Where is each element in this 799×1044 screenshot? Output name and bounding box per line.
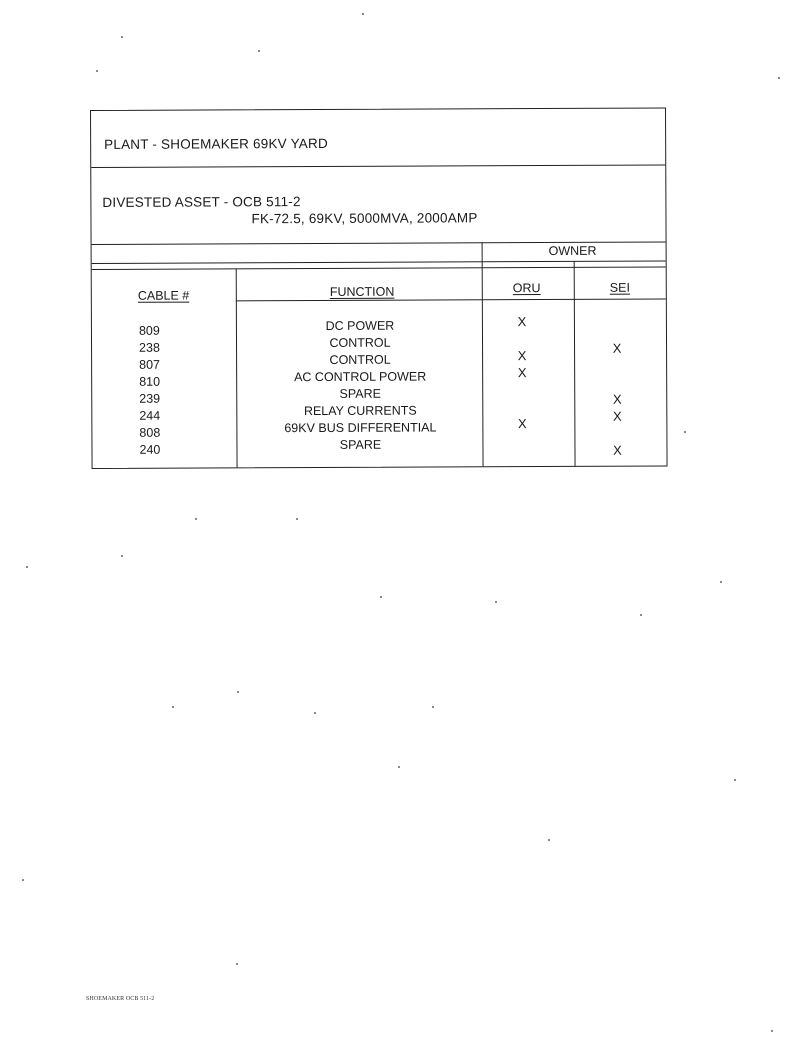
- scan-speck: [296, 518, 298, 520]
- col-divider-function: [236, 268, 238, 467]
- sei-mark: [607, 374, 627, 391]
- cable-cell: 810: [139, 374, 161, 389]
- divider-owner: [92, 260, 666, 264]
- oru-mark: [512, 398, 532, 415]
- scan-speck: [778, 77, 780, 79]
- function-cell: RELAY CURRENTS: [303, 403, 417, 419]
- divested-asset-title: DIVESTED ASSET - OCB 511-2: [102, 194, 301, 210]
- oru-mark: [512, 381, 532, 398]
- scan-speck: [720, 581, 722, 583]
- scan-speck: [314, 712, 316, 714]
- divider-column-headers: [236, 298, 666, 301]
- owner-header: OWNER: [548, 243, 597, 259]
- plant-title: PLANT - SHOEMAKER 69KV YARD: [104, 135, 328, 152]
- divider-owner-sub: [92, 266, 666, 270]
- scan-speck: [121, 36, 123, 38]
- function-cell: SPARE: [339, 386, 381, 401]
- col-divider-oru: [482, 242, 484, 466]
- scan-speck: [362, 13, 364, 15]
- scan-speck: [495, 601, 497, 603]
- scan-speck: [380, 596, 382, 598]
- scan-speck: [771, 1030, 773, 1032]
- function-cell: CONTROL: [329, 335, 391, 350]
- scan-speck: [236, 963, 238, 965]
- cable-cell: 244: [139, 408, 161, 423]
- scan-speck: [684, 431, 686, 433]
- scan-speck: [640, 614, 642, 616]
- oru-mark: X: [517, 314, 527, 330]
- sei-mark: X: [612, 391, 622, 407]
- scan-speck: [121, 555, 123, 557]
- scan-speck: [172, 706, 174, 708]
- asset-spec: FK-72.5, 69KV, 5000MVA, 2000AMP: [251, 210, 478, 227]
- cable-cell: 240: [139, 442, 161, 457]
- scan-speck: [195, 518, 197, 520]
- cable-cell: 238: [139, 340, 160, 355]
- cable-cell: 807: [139, 357, 161, 372]
- oru-mark: [512, 432, 532, 449]
- column-header-cable: CABLE #: [137, 288, 190, 303]
- scan-speck: [237, 691, 239, 693]
- scan-speck: [432, 706, 434, 708]
- function-cell: CONTROL: [329, 352, 391, 367]
- divider-plant: [91, 164, 665, 168]
- sei-mark: [607, 323, 627, 340]
- oru-mark: X: [517, 348, 527, 364]
- column-header-sei: SEI: [609, 280, 630, 295]
- function-column: [240, 317, 480, 452]
- scan-speck: [548, 839, 550, 841]
- scan-speck: [26, 566, 28, 568]
- oru-mark: [512, 330, 532, 347]
- sei-mark: [607, 357, 627, 374]
- scan-speck: [398, 766, 400, 768]
- scan-speck: [22, 879, 24, 881]
- sei-mark: X: [612, 408, 622, 424]
- function-cell: SPARE: [339, 437, 382, 452]
- cable-cell: 809: [138, 323, 160, 338]
- function-cell: AC CONTROL POWER: [294, 369, 427, 385]
- cable-cell: 808: [139, 425, 161, 440]
- sei-mark: [607, 425, 627, 442]
- col-divider-sei: [574, 261, 576, 466]
- function-cell: 69KV BUS DIFFERENTIAL: [284, 420, 437, 436]
- function-cell: DC POWER: [325, 318, 395, 333]
- scan-speck: [734, 779, 736, 781]
- scan-speck: [96, 70, 98, 72]
- column-header-function: FUNCTION: [329, 284, 395, 299]
- oru-mark: X: [517, 416, 527, 432]
- footer-label: SHOEMAKER OCB 511-2: [86, 996, 155, 1002]
- cable-ownership-table: [90, 107, 668, 469]
- oru-mark: X: [517, 365, 527, 381]
- scan-speck: [258, 50, 260, 52]
- column-header-oru: ORU: [512, 281, 541, 296]
- sei-mark: X: [612, 340, 622, 356]
- sei-mark: X: [613, 442, 622, 458]
- cable-cell: 239: [139, 391, 161, 406]
